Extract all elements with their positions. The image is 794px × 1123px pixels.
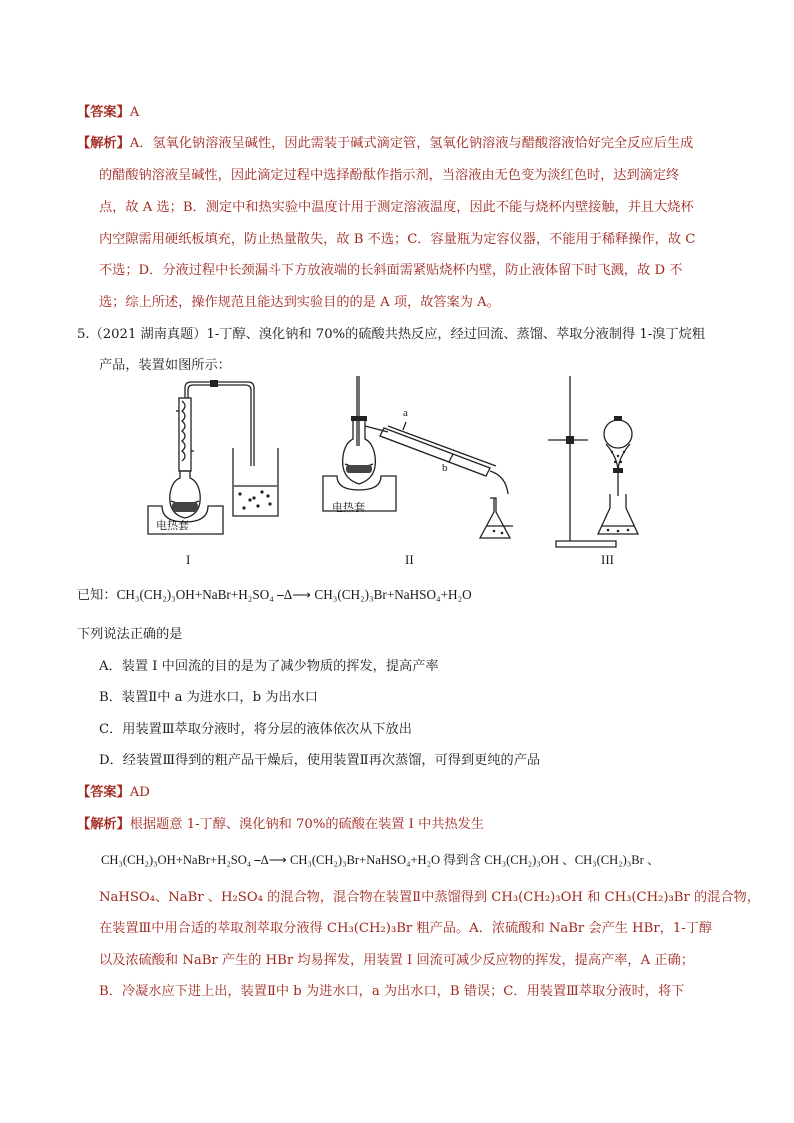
known-equation: CH₃(CH₂)₃OH+NaBr+H₂SO₄ ⎯Δ⟶ CH₃(CH₂)₃Br+NaHSO₄+H₂O: [116, 587, 472, 602]
analysis-line-1: 【解析】A．氢氧化钠溶液呈碱性，因此需装于碱式滴定管，氢氧化钠溶液与醋酸溶液恰好完全反应后生成: [77, 136, 694, 151]
question-line-1: 5.（2021 湖南真题）1-丁醇、溴化钠和 70%的硫酸共热反应，经过回流、蒸馏、萃取分液制得 1-溴丁烷粗: [77, 327, 706, 342]
bracket-close: 】: [116, 105, 130, 120]
option-b: B．装置Ⅱ中 a 为进水口，b 为出水口: [99, 690, 318, 705]
heater-label-ii: 电热套: [332, 502, 365, 514]
label-apparatus-iii: III: [601, 552, 614, 567]
apparatus-iii: [548, 376, 638, 547]
analysis-tag-2: 解析: [90, 817, 117, 832]
port-a-label: a: [403, 407, 408, 419]
question-stem: 下列说法正确的是: [77, 627, 183, 642]
question-line-2: 产品，装置如图所示：: [99, 358, 231, 373]
bracket-open: 【: [77, 105, 91, 120]
known-line: [77, 586, 472, 605]
known-prefix: 已知：: [77, 588, 117, 603]
answer-line-1: [77, 104, 139, 122]
option-a: A．装置 I 中回流的目的是为了减少物质的挥发，提高产率: [99, 659, 439, 674]
analysis2-first: 根据题意 1-丁醇、溴化钠和 70%的硫酸在装置 I 中共热发生: [129, 817, 485, 832]
analysis2-line-3: NaHSO₄、NaBr 、H₂SO₄ 的混合物，混合物在装置Ⅱ中蒸馏得到 CH₃(CH₂)₃OH 和 CH₃(CH₂)₃Br 的混合物，: [99, 890, 760, 905]
answer-value-2: AD: [129, 785, 150, 800]
answer-tag: 答案: [90, 105, 117, 120]
apparatus-drawing: [118, 376, 648, 576]
apparatus-i: [148, 380, 278, 534]
label-apparatus-i: I: [186, 552, 191, 567]
analysis2-eq-line: CH₃(CH₂)₃OH+NaBr+H₂SO₄ ⎯Δ⟶ CH₃(CH₂)₃Br+NaHSO₄+H₂O 得到含 CH₃(CH₂)₃OH 、CH₃(CH₂)₃Br 、: [101, 853, 660, 867]
option-c: C．用装置Ⅲ萃取分液时，将分层的液体依次从下放出: [99, 722, 412, 737]
analysis-line-5: 不选；D．分液过程中长颈漏斗下方放液端的长斜面需紧贴烧杯内壁，防止液体留下时飞溅，故 D 不: [99, 263, 683, 278]
apparatus-figure: [118, 376, 648, 576]
answer-line-2: 【答案】AD: [77, 785, 150, 800]
analysis-text: A．氢氧化钠溶液呈碱性，因此需装于碱式滴定管，氢氧化钠溶液与醋酸溶液恰好完全反应后生成: [129, 136, 694, 151]
label-apparatus-ii: II: [405, 552, 414, 567]
port-b-label: b: [442, 462, 448, 474]
analysis-line-4: 内空隙需用硬纸板填充，防止热量散失，故 B 不选；C．容量瓶为定容仪器，不能用于稀释操作，故 C: [99, 232, 696, 247]
answer-value: A: [129, 105, 140, 120]
analysis-tag: 解析: [90, 136, 117, 151]
analysis2-line-1: 【解析】根据题意 1-丁醇、溴化钠和 70%的硫酸在装置 I 中共热发生: [77, 817, 485, 832]
analysis-line-2: 的醋酸钠溶液呈碱性，因此滴定过程中选择酚酞作指示剂，当溶液由无色变为淡红色时，达到滴定终: [99, 168, 680, 183]
heater-label-i: 电热套: [156, 520, 189, 532]
answer-tag-2: 答案: [90, 785, 117, 800]
analysis2-line-6: B．冷凝水应下进上出，装置Ⅱ中 b 为进水口，a 为出水口，B 错误；C．用装置Ⅲ萃取分液时，将下: [99, 984, 685, 999]
funnel-dots: [611, 451, 625, 463]
analysis2-line-4: 在装置Ⅲ中用合适的萃取剂萃取分液得 CH₃(CH₂)₃Br 粗产品。A．浓硫酸和 NaBr 会产生 HBr，1-丁醇: [99, 921, 713, 936]
option-d: D．经装置Ⅲ得到的粗产品干燥后，使用装置Ⅱ再次蒸馏，可得到更纯的产品: [99, 753, 541, 768]
analysis-line-3: 点，故 A 选；B．测定中和热实验中温度计用于测定溶液温度，因此不能与烧杯内壁接触，并且大烧杯: [99, 200, 694, 215]
analysis-line-6: 选；综上所述，操作规范且能达到实验目的的是 A 项，故答案为 A。: [99, 295, 500, 310]
analysis2-line-5: 以及浓硫酸和 NaBr 产生的 HBr 均易挥发，用装置 I 回流可减少反应物的挥发，提高产率，A 正确；: [99, 953, 694, 968]
